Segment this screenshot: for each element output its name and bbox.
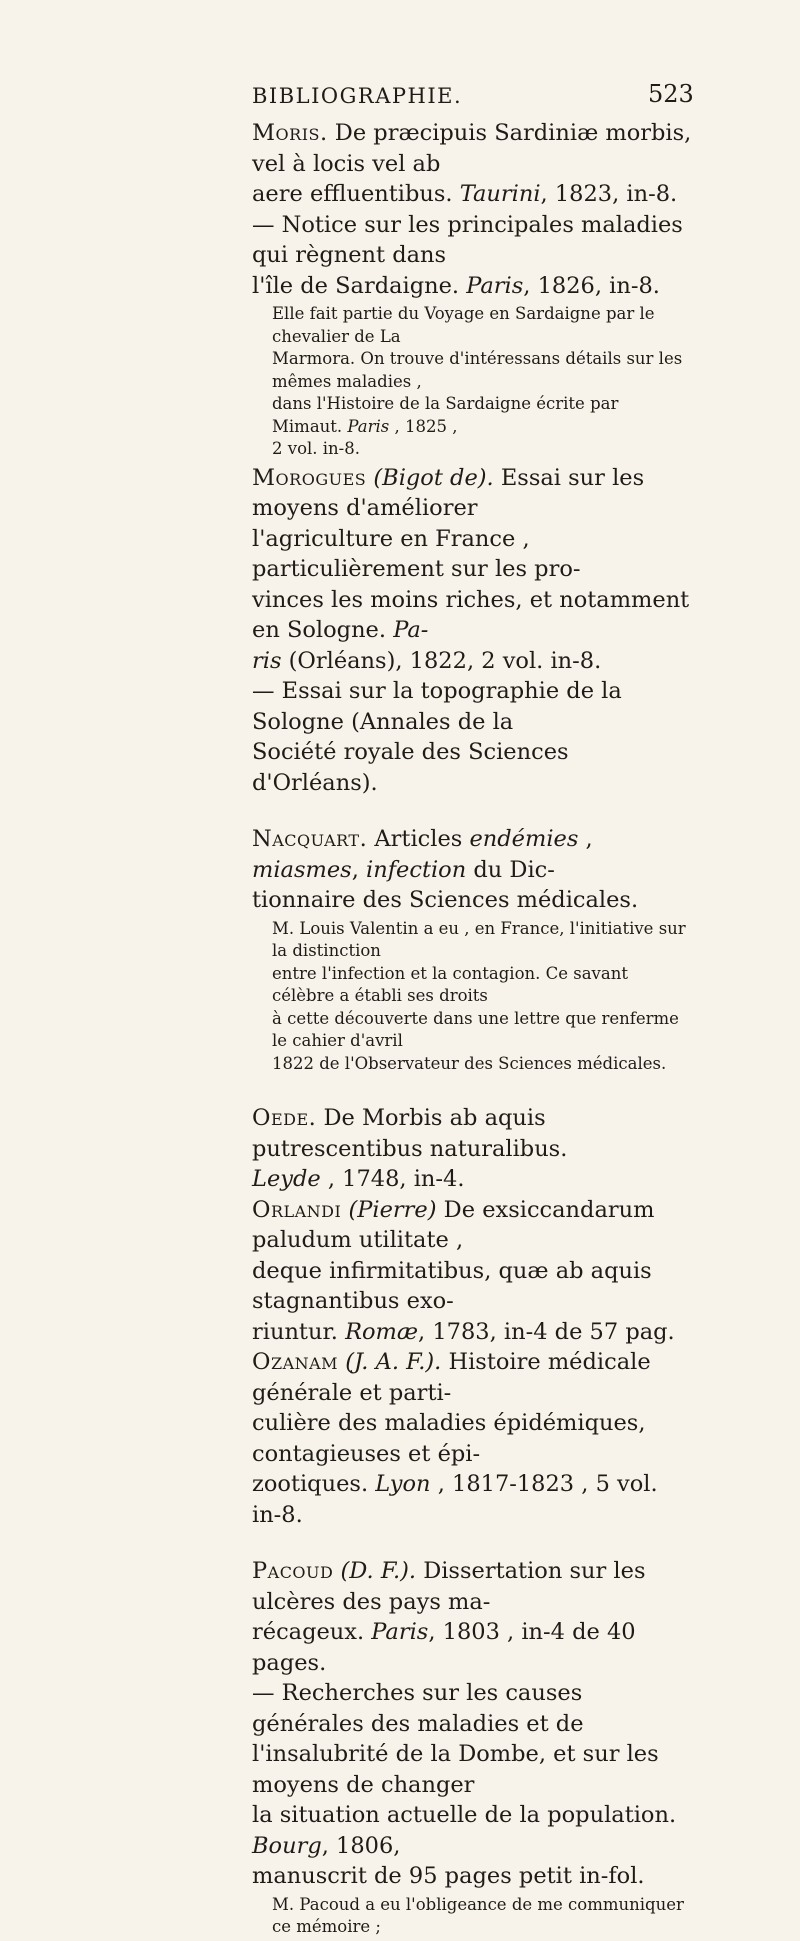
entry-nacquart: Nacquart. Articles endémies , miasmes, infection du Dic- tionnaire des Sciences médicales. M. Louis Valentin a eu , en France, l'initiative sur la distinction entre l'infection et la contagion. Ce savant célèbre a établi ses droits à cette découverte dans une lettre que renferme le cahier d'avril 1822 de l'Observateur des Sciences médicales.	[252, 824, 692, 1075]
place-of-publication: Taurini	[459, 181, 541, 207]
running-title: BIBLIOGRAPHIE.	[252, 84, 463, 108]
entry-author: Moris.	[252, 120, 328, 146]
entry-pacoud-2: — Recherches sur les causes générales des maladies et de l'insalubrité de la Dombe, et sur les moyens de changer la situation actuelle de la population. Bourg, 1806, manuscrit de 95 pages petit in-fol. M. Pacoud a eu l'obligeance de me communiquer ce mémoire ;	[252, 1678, 692, 1939]
place-of-publication: Romæ	[345, 1318, 419, 1345]
entry-note: Elle fait partie du Voyage en Sardaigne par le chevalier de La Marmora. On trouve d'intéressans détails sur les mêmes maladies , dans l'Histoire de la Sardaigne écrite par Mimaut. Paris , 1825 , 2 vol. in-8.	[272, 304, 683, 458]
entry-author: Ozanam	[252, 1349, 339, 1375]
page-number: 523	[648, 80, 694, 108]
entry-moris-2: — Notice sur les principales maladies qui règnent dans l'île de Sardaigne. Paris, 1826, in-8. Elle fait partie du Voyage en Sardaigne par le chevalier de La Marmora. On trouve d'intéressans détails sur les mêmes maladies , dans l'Histoire de la Sardaigne écrite par Mimaut. Paris , 1825 , 2 vol. in-8.	[252, 210, 692, 461]
place-of-publication: Leyde	[252, 1166, 321, 1192]
place-of-publication: Bourg	[252, 1832, 322, 1859]
entry-morogues-1: Morogues (Bigot de). Essai sur les moyens d'améliorer l'agriculture en France , particulièrement sur les pro- vinces les moins riches, et notamment en Sologne. Pa- ris (Orléans), 1822, 2 vol. in-8.	[252, 464, 690, 674]
entry-note: M. Louis Valentin a eu , en France, l'initiative sur la distinction entre l'infection et la contagion. Ce savant célèbre a établi ses droits à cette découverte dans une lettre que renferme le cahier d'avril 1822 de l'Observateur des Sciences médicales.	[272, 918, 686, 1073]
entry-ozanam: Ozanam (J. A. F.). Histoire médicale générale et parti- culière des maladies épidémiques, contagieuses et épi- zootiques. Lyon , 1817-1823 , 5 vol. in-8.	[252, 1349, 658, 1528]
bibliography-text	[252, 118, 692, 1941]
place-of-publication: Lyon	[375, 1471, 431, 1497]
entry-author: Orlandi	[252, 1196, 342, 1223]
entry-pacoud-1: Pacoud (D. F.). Dissertation sur les ulcères des pays ma- récageux. Paris, 1803 , in-4 de 40 pages.	[252, 1558, 646, 1676]
entry-note: M. Pacoud a eu l'obligeance de me communiquer ce mémoire ;	[272, 1894, 684, 1936]
place-of-publication: ris	[252, 647, 282, 674]
entry-author: Pacoud	[252, 1558, 334, 1584]
entry-morogues-2: — Essai sur la topographie de la Sologne (Annales de la Société royale des Sciences d'Orléans).	[252, 678, 622, 796]
entry-moris-1: Moris. De præcipuis Sardiniæ morbis, vel à locis vel ab aere effluentibus. Taurini, 1823, in-8.	[252, 120, 692, 207]
place-of-publication: Paris	[466, 272, 524, 299]
entry-author: Morogues	[252, 464, 367, 491]
entry-oede: Oede. De Morbis ab aquis putrescentibus naturalibus. Leyde , 1748, in-4.	[252, 1105, 568, 1192]
place-of-publication: Paris	[371, 1619, 429, 1645]
entry-author: Nacquart.	[252, 826, 368, 852]
entry-orlandi: Orlandi (Pierre) De exsiccandarum paludum utilitate , deque infirmitatibus, quæ ab aquis stagnantibus exo- riuntur. Romæ, 1783, in-4 de 57 pag.	[252, 1196, 675, 1345]
entry-author: Oede.	[252, 1105, 317, 1131]
